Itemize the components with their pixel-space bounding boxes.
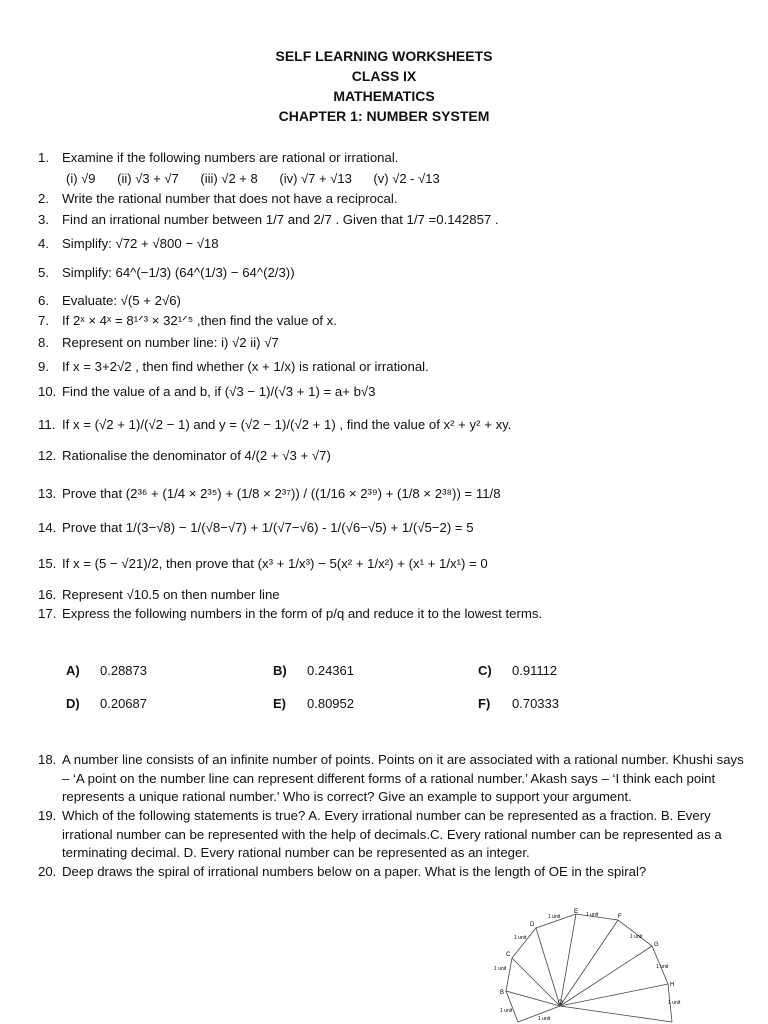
point-label-e: E bbox=[574, 909, 579, 915]
question-18: 18. A number line consists of an infinite number of points. Points on it are associated with a rational number. Khushi says – ‘A point on the number line can represent different forms of a rational number.’ Akash says – ‘I think each point represents a unique rational number.’ Who is correct? Give an example to support your argument. bbox=[38, 752, 744, 804]
question-1-part-v: (v) √2 - √13 bbox=[373, 171, 440, 186]
irrational-spiral-diagram bbox=[490, 906, 700, 1024]
question-13: 13. Prove that (2³⁶ + (1/4 × 2³⁵) + (1/8 × 2³⁷)) / ((1/16 × 2³⁹) + (1/8 × 2³⁸)) = 11/8 bbox=[38, 486, 501, 501]
unit-label: 1 unit bbox=[514, 935, 527, 941]
question-3: 3. Find an irrational number between 1/7 and 2/7 . Given that 1/7 =0.142857 . bbox=[38, 212, 499, 227]
question-1-part-i: (i) √9 bbox=[66, 171, 96, 186]
question-7: 7. If 2ˣ × 4ˣ = 8¹ᐟ³ × 32¹ᐟ⁵ ,then find the value of x. bbox=[38, 313, 337, 328]
question-5: 5. Simplify: 64^(−1/3) (64^(1/3) − 64^(2/3)) bbox=[38, 265, 295, 280]
question-1-part-iii: (iii) √2 + 8 bbox=[200, 171, 258, 186]
unit-label: 1 unit bbox=[656, 964, 669, 970]
unit-label: 1 unit bbox=[630, 934, 643, 940]
question-14: 14. Prove that 1/(3−√8) − 1/(√8−√7) + 1/(√7−√6) - 1/(√6−√5) + 1/(√5−2) = 5 bbox=[38, 520, 474, 535]
option-d: D) 0.20687 bbox=[66, 696, 147, 711]
point-label-c: C bbox=[506, 952, 511, 958]
point-label-o: O bbox=[558, 1000, 563, 1006]
point-label-b: B bbox=[500, 990, 505, 996]
option-a: A) 0.28873 bbox=[66, 663, 147, 678]
question-2: 2. Write the rational number that does not have a reciprocal. bbox=[38, 191, 398, 206]
class-heading: CLASS IX bbox=[351, 68, 417, 84]
question-8: 8. Represent on number line: i) √2 ii) √7 bbox=[38, 335, 279, 350]
unit-label: 1 unit bbox=[548, 914, 561, 920]
question-15: 15. If x = (5 − √21)/2, then prove that (x³ + 1/x³) − 5(x² + 1/x²) + (x¹ + 1/x¹) = 0 bbox=[38, 556, 488, 571]
point-label-g: G bbox=[654, 942, 659, 948]
question-1-part-ii: (ii) √3 + √7 bbox=[117, 171, 179, 186]
question-11: 11. If x = (√2 + 1)/(√2 − 1) and y = (√2 − 1)/(√2 + 1) , find the value of x² + y² + xy. bbox=[38, 417, 512, 432]
question-4: 4. Simplify: √72 + √800 − √18 bbox=[38, 236, 219, 251]
question-12: 12. Rationalise the denominator of 4/(2 + √3 + √7) bbox=[38, 448, 331, 463]
option-c: C) 0.91112 bbox=[478, 663, 558, 678]
option-f: F) 0.70333 bbox=[478, 696, 559, 711]
point-label-f: F bbox=[618, 914, 622, 920]
question-1-parts bbox=[66, 171, 458, 186]
unit-label: 1 unit bbox=[494, 966, 507, 972]
point-label-d: D bbox=[530, 922, 535, 928]
question-6: 6. Evaluate: √(5 + 2√6) bbox=[38, 293, 181, 308]
unit-label: 1 unit bbox=[586, 912, 599, 918]
chapter-heading: CHAPTER 1: NUMBER SYSTEM bbox=[278, 108, 490, 124]
question-17: 17. Express the following numbers in the form of p/q and reduce it to the lowest terms. bbox=[38, 606, 543, 621]
question-20: 20. Deep draws the spiral of irrational numbers below on a paper. What is the length of OE in the spiral? bbox=[38, 864, 647, 879]
question-16: 16. Represent √10.5 on then number line bbox=[38, 587, 280, 602]
unit-label: 1 unit bbox=[668, 1000, 681, 1006]
question-1: 1. Examine if the following numbers are rational or irrational. bbox=[38, 150, 399, 165]
unit-label: 1 unit bbox=[500, 1008, 513, 1014]
question-1-part-iv: (iv) √7 + √13 bbox=[279, 171, 352, 186]
option-b: B) 0.24361 bbox=[273, 663, 354, 678]
question-10: 10. Find the value of a and b, if (√3 − 1)/(√3 + 1) = a+ b√3 bbox=[38, 384, 376, 399]
question-19: 19. Which of the following statements is true? A. Every irrational number can be represented as a fraction. B. Every irrational number can be represented with the help of decimals.C. Every rational number can be represented as a terminating decimal. D. Every rational number can be represented as an integer. bbox=[38, 808, 722, 860]
point-label-h: H bbox=[670, 982, 675, 988]
worksheet-title: SELF LEARNING WORKSHEETS bbox=[275, 48, 493, 64]
subject-heading: MATHEMATICS bbox=[333, 88, 435, 104]
option-e: E) 0.80952 bbox=[273, 696, 354, 711]
unit-label: 1 unit bbox=[538, 1016, 551, 1022]
question-9: 9. If x = 3+2√2 , then find whether (x + 1/x) is rational or irrational. bbox=[38, 359, 429, 374]
